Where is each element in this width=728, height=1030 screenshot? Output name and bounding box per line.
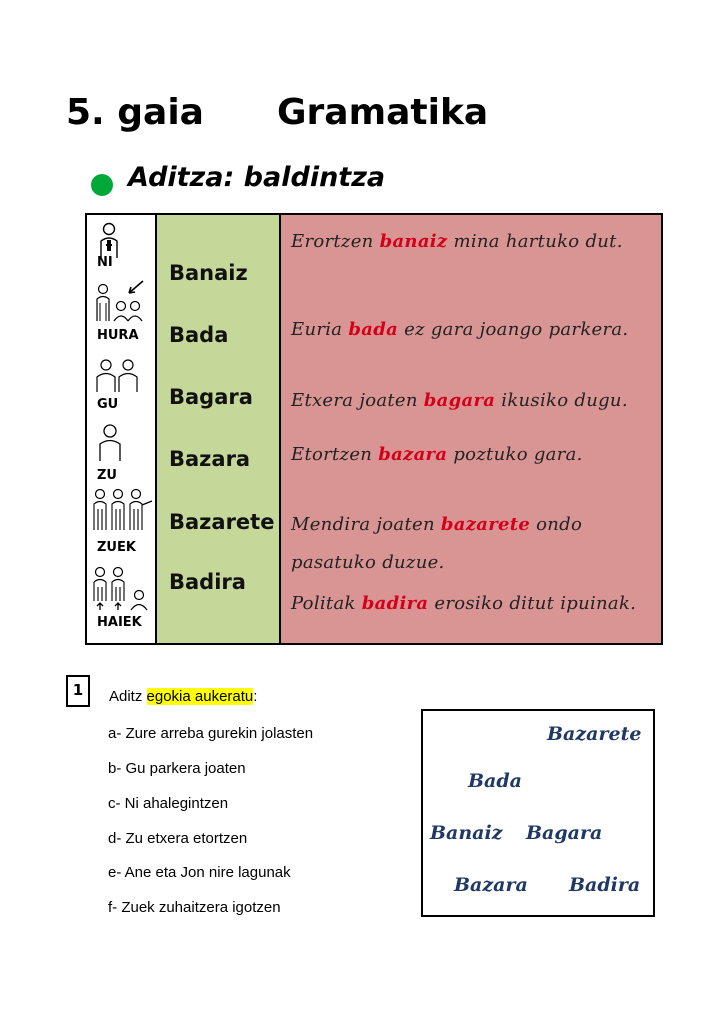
bullet-icon — [91, 174, 113, 196]
verb-bazarete: Bazarete — [169, 510, 275, 534]
pronoun-zuek: ZUEK — [97, 540, 136, 555]
pronoun-column — [87, 215, 157, 643]
section-subtitle: Aditza: baldintza — [128, 162, 386, 193]
verb-banaiz: Banaiz — [169, 261, 248, 285]
conjugation-table — [85, 213, 663, 645]
word-bank-item: Bada — [468, 770, 522, 792]
example-sentence: Mendira joaten bazarete ondo — [291, 514, 583, 535]
word-bank-item: Banaiz — [430, 822, 503, 844]
pronoun-zu: ZU — [97, 468, 117, 483]
exercise-item: f- Zuek zuhaitzera igotzen — [108, 899, 281, 916]
word-bank-item: Bagara — [526, 822, 603, 844]
word-bank-item: Bazarete — [547, 723, 642, 745]
person-icon — [97, 422, 123, 462]
group-others-icon — [91, 565, 153, 611]
example-sentence: Erortzen banaiz mina hartuko dut. — [291, 231, 623, 252]
example-sentence: Politak badira erosiko ditut ipuinak. — [291, 593, 637, 614]
verb-column — [157, 215, 281, 643]
exercise-item: b- Gu parkera joaten — [108, 760, 246, 777]
verb-bagara: Bagara — [169, 385, 253, 409]
exercise-item: c- Ni ahalegintzen — [108, 795, 229, 812]
example-sentence: Etortzen bazara poztuko gara. — [291, 444, 583, 465]
pronoun-hura: HURA — [97, 328, 139, 343]
exercise-number: 1 — [66, 675, 90, 707]
word-bank — [421, 709, 655, 917]
exercise-item: d- Zu etxera etortzen — [108, 830, 248, 847]
group-pointing-icon — [91, 487, 153, 531]
example-sentence: pasatuko duzue. — [291, 552, 445, 573]
unit-label: 5. gaia — [66, 92, 204, 133]
verb-badira: Badira — [169, 570, 246, 594]
example-sentences-column — [281, 215, 661, 643]
person-pointing-self-icon — [93, 221, 127, 259]
example-sentence: Etxera joaten bagara ikusiko dugu. — [291, 390, 628, 411]
verb-bada: Bada — [169, 323, 229, 347]
exercise-item: a- Zure arreba gurekin jolasten — [108, 725, 314, 742]
verb-bazara: Bazara — [169, 447, 251, 471]
person-pointing-other-icon — [93, 275, 151, 323]
pronoun-haiek: HAIEK — [97, 615, 142, 630]
pronoun-gu: GU — [97, 397, 119, 412]
exercise-instruction: Aditz egokia aukeratu: — [109, 688, 258, 705]
pronoun-ni: NI — [97, 255, 113, 270]
page-title: Gramatika — [277, 92, 489, 133]
two-people-icon — [93, 357, 143, 393]
word-bank-item: Badira — [569, 874, 641, 896]
exercise-item: e- Ane eta Jon nire lagunak — [108, 864, 291, 881]
example-sentence: Euria bada ez gara joango parkera. — [291, 319, 629, 340]
word-bank-item: Bazara — [454, 874, 528, 896]
